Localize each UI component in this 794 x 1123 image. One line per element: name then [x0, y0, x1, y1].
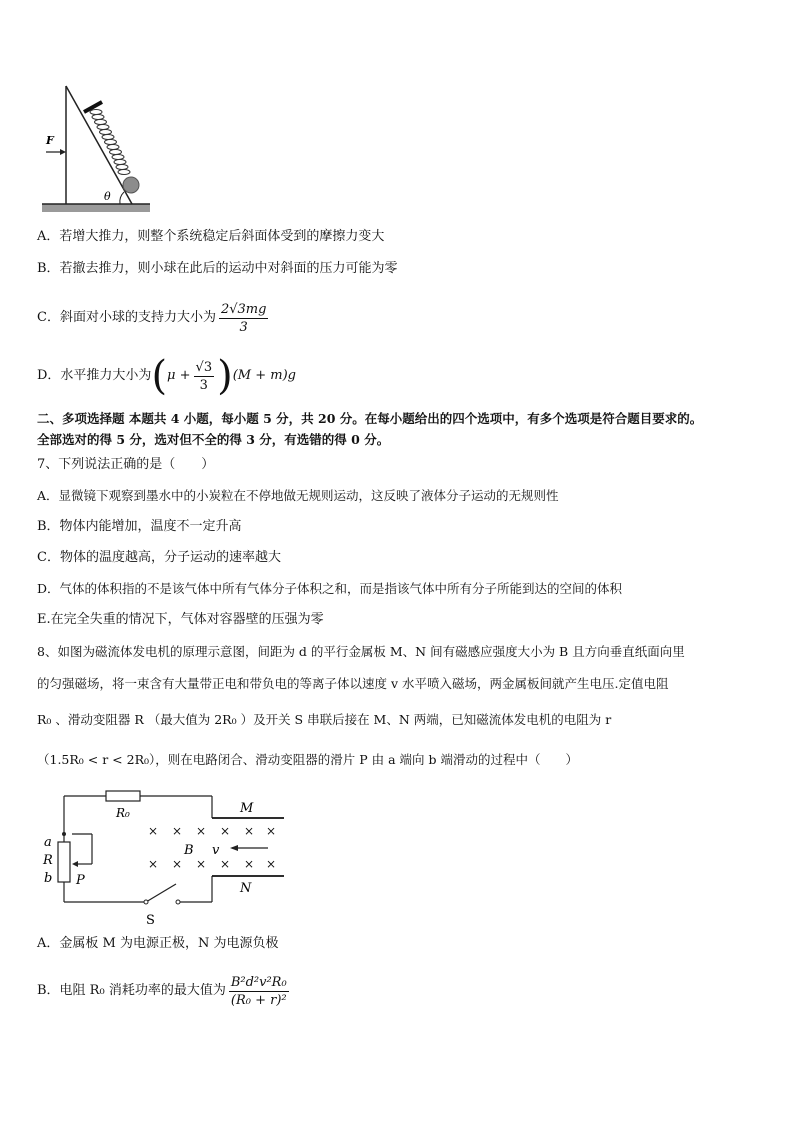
- q8-stem-line3: R₀ 、滑动变阻器 R （最大值为 2R₀ ）及开关 S 串联后接在 M、N 两端，已知磁流体发电机的电阻为 r: [37, 712, 612, 727]
- q8-option-a: A．金属板 M 为电源正极，N 为电源负极: [37, 936, 279, 951]
- section2-heading-line2: 全部选对的得 5 分，选对但不全的得 3 分，有选错的得 0 分。: [37, 432, 390, 447]
- label-velocity: v: [212, 843, 220, 858]
- q8-option-b-fraction: [229, 975, 289, 1008]
- svg-text:×: ×: [196, 824, 207, 838]
- resistor-r0: [106, 791, 140, 801]
- q6-d-mu: μ +: [167, 368, 191, 383]
- q6-option-b: B．若撤去推力，则小球在此后的运动中对斜面的压力可能为零: [37, 261, 398, 276]
- label-field-b: B: [184, 843, 194, 858]
- incline-spring-figure: [40, 72, 152, 214]
- q7-option-b: B．物体内能增加，温度不一定升高: [37, 519, 242, 534]
- label-p: P: [76, 873, 85, 888]
- q8-stem-line4: （1.5R₀ < r < 2R₀），则在电路闭合、滑动变阻器的滑片 P 由 a 端向 b 端滑动的过程中（ ）: [37, 752, 578, 767]
- label-n: N: [240, 881, 252, 896]
- q6-option-a: A．若增大推力，则整个系统稳定后斜面体受到的摩擦力变大: [37, 229, 385, 244]
- q6-option-d: D．水平推力大小为 ( μ + $\frac{√3}{3}$ ) (M + m)g: [37, 353, 296, 399]
- svg-text:×: ×: [220, 857, 231, 871]
- svg-text:×: ×: [244, 824, 255, 838]
- svg-text:×: ×: [172, 824, 183, 838]
- q8-b-numerator: B²d²v²R₀: [230, 974, 287, 990]
- q6-option-d-prefix: D．水平推力大小为: [37, 368, 152, 383]
- theta-label: θ: [104, 190, 111, 203]
- q6-d-numerator: √3: [195, 359, 213, 375]
- q6-d-suffix: (M + m)g: [232, 368, 296, 383]
- svg-text:×: ×: [172, 857, 183, 871]
- section2-heading-line1: 二、多项选择题 本题共 4 小题，每小题 5 分，共 20 分。在每小题给出的四个选项中，有多个选项是符合题目要求的。: [37, 411, 703, 426]
- q7-option-a: A．显微镜下观察到墨水中的小炭粒在不停地做无规则运动，这反映了液体分子运动的无规则性: [37, 488, 559, 503]
- force-label: F: [46, 134, 54, 147]
- q7-option-e: E.在完全失重的情况下，气体对容器壁的压强为零: [37, 612, 324, 627]
- q7-stem: 7、下列说法正确的是（ ）: [37, 457, 215, 472]
- label-a: a: [44, 835, 52, 850]
- q8-stem-line2: 的匀强磁场，将一束含有大量带正电和带负电的等离子体以速度 v 水平喷入磁场，两金属板间就产生电压.定值电阻: [37, 676, 669, 691]
- svg-text:×: ×: [148, 857, 159, 871]
- q6-option-c-fraction: [219, 302, 268, 335]
- q6-option-c-prefix: C．斜面对小球的支持力大小为: [37, 310, 216, 325]
- svg-text:×: ×: [196, 857, 207, 871]
- label-r0: R₀: [116, 806, 130, 820]
- svg-text:×: ×: [220, 824, 231, 838]
- mhd-generator-circuit: [36, 782, 286, 932]
- q8-stem-line1: 8、如图为磁流体发电机的原理示意图，间距为 d 的平行金属板 M、N 间有磁感应强度大小为 B 且方向垂直纸面向里: [37, 644, 685, 659]
- q6-c-denominator: 3: [239, 319, 248, 335]
- label-b-end: b: [44, 871, 53, 886]
- q7-option-c: C．物体的温度越高，分子运动的速率越大: [37, 550, 281, 565]
- rheostat-r: [58, 842, 70, 882]
- ground: [42, 204, 150, 212]
- q6-option-c: [37, 296, 271, 340]
- svg-text:×: ×: [148, 824, 159, 838]
- q8-option-b-prefix: B．电阻 R₀ 消耗功率的最大值为: [37, 983, 226, 998]
- label-s: S: [146, 913, 155, 928]
- label-m: M: [240, 801, 254, 816]
- q6-option-d-fraction: [194, 360, 215, 393]
- q6-c-numerator: 2√3mg: [220, 301, 267, 317]
- ball: [123, 177, 139, 193]
- svg-text:×: ×: [266, 857, 277, 871]
- switch-s: [144, 900, 148, 904]
- svg-text:×: ×: [266, 824, 277, 838]
- q6-d-denominator: 3: [199, 377, 208, 393]
- spring-mount: [84, 102, 102, 112]
- svg-text:×: ×: [244, 857, 255, 871]
- label-r: R: [43, 853, 53, 868]
- q7-option-d: D．气体的体积指的不是该气体中所有气体分子体积之和，而是指该气体中所有分子所能到达的空间的体积: [37, 581, 623, 596]
- q8-b-denominator: (R₀ + r)²: [230, 992, 287, 1008]
- q8-option-b: [37, 968, 292, 1014]
